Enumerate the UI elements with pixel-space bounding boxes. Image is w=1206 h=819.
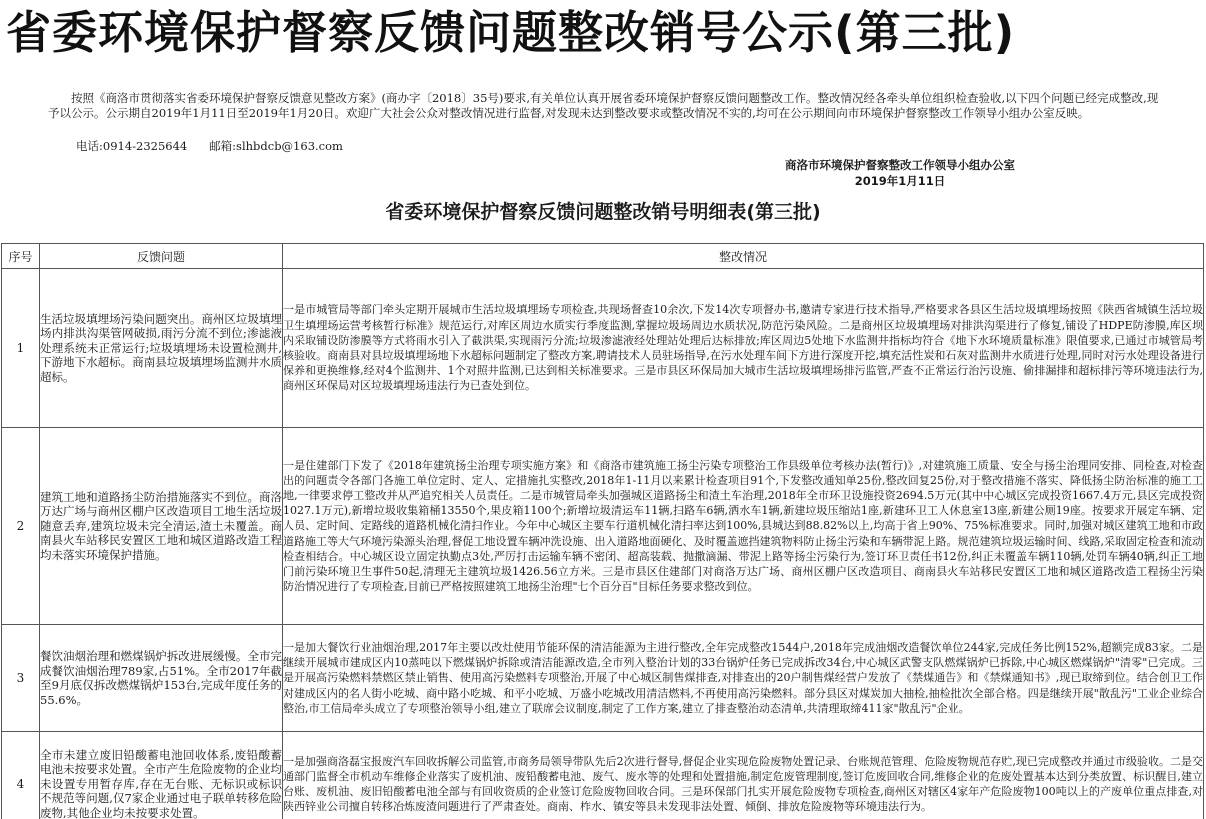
issue-cell: 全市未建立废旧铅酸蓄电池回收体系,废铅酸蓄电池未按要求处置。全市产生危险废物的企业均未设置专用暂存库,存在无台账、无标识或标识不规范等问题,仅7家企业通过电子联单转移危险废物,其他企业均未按要求处置。 [40, 732, 283, 819]
table-row [2, 269, 1204, 428]
row-number: 1 [2, 269, 40, 428]
table-header-row [2, 244, 1204, 269]
intro-paragraph: 按照《商洛市贯彻落实省委环境保护督察反馈意见整改方案》(商办字〔2018〕35号)要求,有关单位认真开展省委环境保护督察反馈问题整改工作。整改情况经各牵头单位组织检查验收,以下四个问题已经完成整改,现予以公示。公示期自2019年1月11日至2019年1月20日。欢迎广大社会公众对整改情况进行监督,对发现未达到整改要求或整改情况不实的,均可在公示期间向市环境保护督察整改工作领导小组办公室反映。 [48, 91, 1159, 120]
result-cell: 一是加大餐饮行业油烟治理,2017年主要以改灶使用节能环保的清洁能源为主进行整改,全年完成整改1544户,2018年完成油烟改造餐饮单位244家,完成任务比例152%,超额完成83家。二是继续开展城市建成区内10蒸吨以下燃煤锅炉拆除或清洁能源改造,全市列入整治计划的33台锅炉任务已完成拆改34台,中心城区武警支队燃煤锅炉已拆除,中心城区燃煤锅炉"清零"已完成。三是开展高污染燃料禁燃区禁止销售、使用高污染燃料专项整治,开展了中心城区制售煤排查,对排查出的20户制售煤经营户发放了《禁煤通告》和《禁煤通知书》,现已取缔到位。结合创卫工作对建成区内的名人街小吃城、商中路小吃城、和平小吃城、万盛小吃城改用清洁燃料,不再使用高污染燃料。部分县区对煤炭加大抽检,抽检批次全部合格。四是继续开展"散乱污"工业企业综合整治,市工信局牵头成立了专项整治领导小组,建立了联席会议制度,制定了工作方案,建立了排查整治动态清单,共清理取缔411家"散乱污"企业。 [283, 625, 1204, 732]
table-row [2, 732, 1204, 819]
page-title: 省委环境保护督察反馈问题整改销号公示(第三批) [6, 6, 1016, 59]
header-result: 整改情况 [283, 244, 1204, 269]
row-number: 3 [2, 625, 40, 732]
table-title: 省委环境保护督察反馈问题整改销号明细表(第三批) [385, 201, 821, 223]
signature-block [760, 157, 1040, 189]
result-cell: 一是市城管局等部门牵头定期开展城市生活垃圾填埋场专项检查,共现场督查10余次,下发14次专项督办书,邀请专家进行技术指导,严格要求各县区生活垃圾填埋场按照《陕西省城镇生活垃圾卫生填埋场运营考核暂行标准》规范运行,对库区周边水质实行季度监测,掌握垃圾场周边水质状况,防范污染风险。二是商州区垃圾填埋场对排洪沟渠进行了修复,铺设了HDPE防渗膜,库区坝内采取铺设防渗膜等方式将雨水引入了截洪渠,实现雨污分流;垃圾渗滤液经处理站处理后达标排放;库区周边5处地下水监测井指标均符合《地下水环境质量标准》限值要求,已通过市城管局考核验收。商南县对县垃圾填埋场地下水超标问题制定了整改方案,聘请技术人员驻场指导,在污水处理车间下方进行深度开挖,填充活性炭和石灰对监测井水质进行处理,同时对污水处理设备进行保养和更换维修,经对4个监测井、1个对照井监测,已达到相关标准要求。三是市县区环保局加大城市生活垃圾填埋场排污监管,严查不正常运行治污设施、偷排漏排和超标排污等环境违法行为,商州区环保局对区垃圾填埋场违法行为已查处到位。 [283, 269, 1204, 428]
result-cell: 一是加强商洛磊宝报废汽车回收拆解公司监管,市商务局领导带队先后2次进行督导,督促企业实现危险废物处置记录、台账规范管理、危险废物规范存贮,现已完成整改并通过市级验收。二是交通部门监督全市机动车维修企业落实了废机油、废铅酸蓄电池、废气、废水等的处理和处置措施,制定危废管理制度,签订危废回收合同,维修企业的危废处置基本达到分类放置、标识醒目,建立台账、废机油、废旧铅酸蓄电池全部与有回收资质的企业签订危险废物回收合同。三是环保部门扎实开展危险废物专项检查,商州区对辖区4家年产危险废物100吨以上的产废单位重点排查,对陕西锌业公司擅自转移冶炼废渣问题进行了严肃查处。商南、柞水、镇安等县未发现非法处置、倾倒、排放危险废物等环境违法行为。 [283, 732, 1204, 819]
row-number: 4 [2, 732, 40, 819]
issue-cell: 生活垃圾填埋场污染问题突出。商州区垃圾填埋场内排洪沟渠管网破损,雨污分流不到位;渗滤液处理系统未正常运行;垃圾填埋场未设置检测井,下游地下水超标。商南县垃圾填埋场监测井水质超标。 [40, 269, 283, 428]
issue-cell: 建筑工地和道路扬尘防治措施落实不到位。商洛万达广场与商州区棚户区改造项目工地生活垃圾随意丢弃,建筑垃圾未完全清运,渣土未覆盖。商南县火车站移民安置区工地和城区道路改造工程均未落实环境保护措施。 [40, 428, 283, 625]
header-issue: 反馈问题 [40, 244, 283, 269]
table-row [2, 428, 1204, 625]
row-number: 2 [2, 428, 40, 625]
table-row [2, 625, 1204, 732]
signature-org: 商洛市环境保护督察整改工作领导小组办公室 [785, 158, 1015, 172]
contact-info: 电话:0914-2325644 邮箱:slhbdcb@163.com [76, 139, 343, 153]
result-cell: 一是住建部门下发了《2018年建筑扬尘治理专项实施方案》和《商洛市建筑施工扬尘污染专项整治工作县级单位考核办法(暂行)》,对建筑施工质量、安全与扬尘治理同安排、同检查,对检查出的问题责令各部门各施工单位定时、定人、定措施扎实整改,2018年1-11月以来累计检查项目91个,下发整改通知单25份,整改回复25份,对于整改措施不落实、降低扬尘防治标准的施工工地,一律要求停工整改并从严追究相关人员责任。二是市城管局牵头加强城区道路扬尘和渣土车治理,2018年全市环卫设施投资2694.5万元(其中中心城区完成投资1667.4万元,县区完成投资1027.1万元),新增垃圾收集箱桶13550个,果皮箱1100个;新增垃圾清运车11辆,扫路车6辆,洒水车1辆,新建垃圾压缩站1座,新建环卫工人休息室13座,新建公厕19座。按要求开展定车辆、定人员、定时间、定路线的道路机械化清扫作业。今年中心城区主要车行道机械化清扫率达到100%,县城达到88.82%以上,均高于省上90%、75%标准要求。同时,加强对城区建筑工地和市政道路施工等大气环境污染源头治理,督促工地设置车辆冲洗设施、出入道路地面硬化、及时覆盖遮挡建筑物料防止扬尘污染和车辆带泥上路。规范建筑垃圾运输时间、线路,采取固定检查和流动检查相结合。中心城区设立固定执勤点3处,严厉打击运输车辆不密闭、超高装载、抛撒滴漏、带泥上路等扬尘污染行为,签订环卫责任书12份,纠正未覆盖车辆110辆,处罚车辆40辆,纠正工地门前污染环境卫生事件50起,清理无主建筑垃圾1426.56立方米。三是市县区住建部门对商洛万达广场、商州区棚户区改造项目、商南县火车站移民安置区工地和城区道路改造工程扬尘污染防治情况进行了专项检查,目前已严格按照建筑工地扬尘治理"七个百分百"目标任务要求整改到位。 [283, 428, 1204, 625]
header-no: 序号 [2, 244, 40, 269]
issue-cell: 餐饮油烟治理和燃煤锅炉拆改进展缓慢。全市完成餐饮油烟治理789家,占51%。全市2017年截至9月底仅拆改燃煤锅炉153台,完成年度任务的55.6%。 [40, 625, 283, 732]
signature-date: 2019年1月11日 [854, 174, 946, 188]
detail-table [1, 243, 1204, 819]
